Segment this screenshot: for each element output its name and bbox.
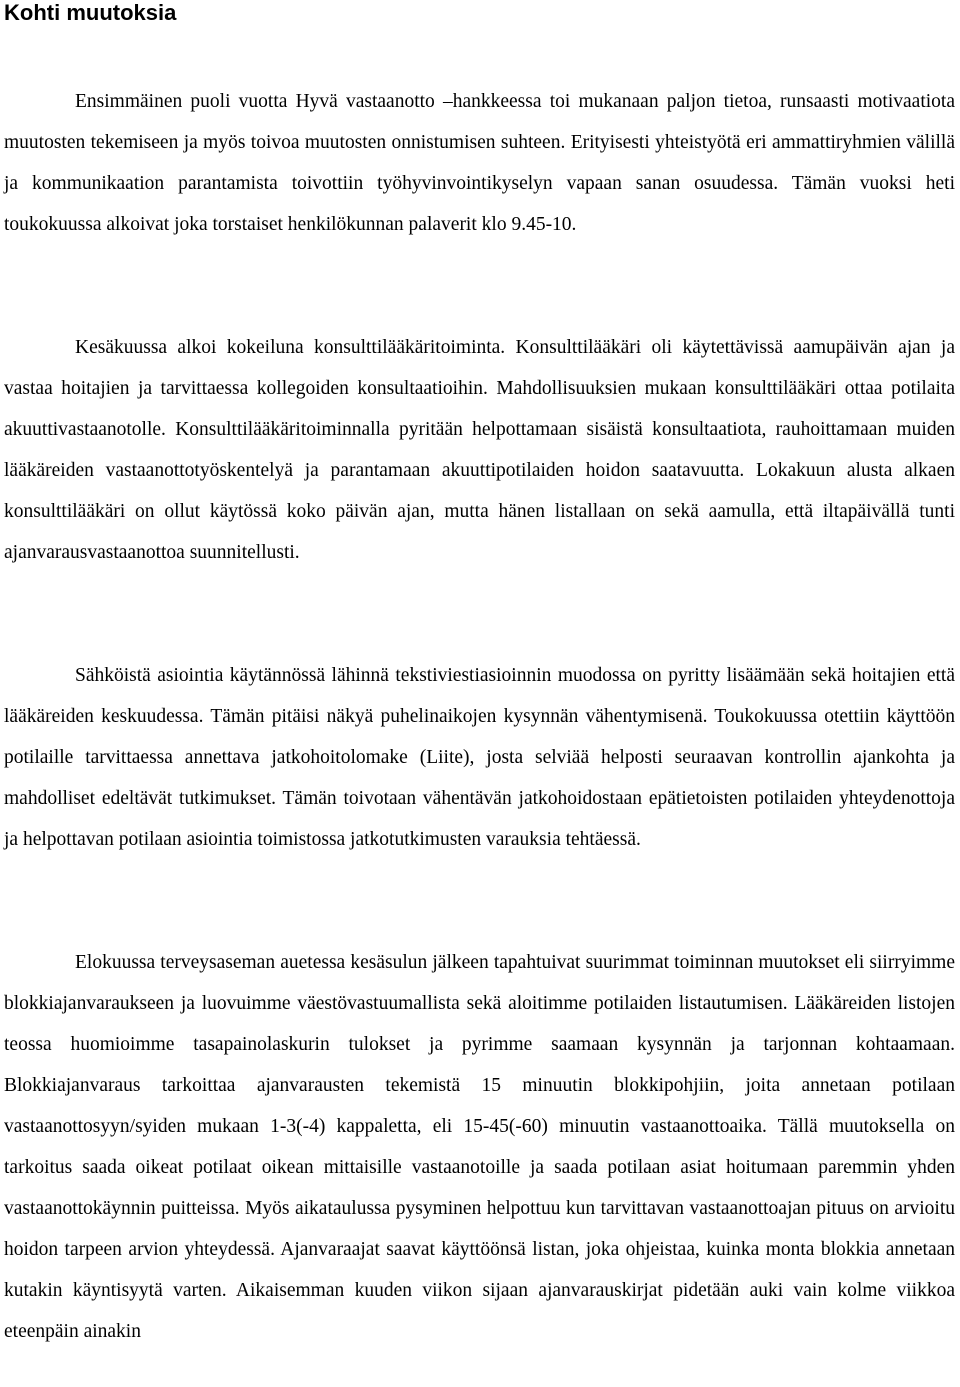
section-heading: Kohti muutoksia — [4, 0, 177, 25]
paragraph-2: Kesäkuussa alkoi kokeiluna konsulttilääkäritoiminta. Konsulttilääkäri oli käytettävissä aamupäivän ajan ja vastaa hoitajien ja tarvittaessa kollegoiden konsultaatioihin. Mahdollisuuksien mukaan konsulttilääkäri ottaa potilaita akuuttivastaanotolle. Konsulttilääkäritoiminnalla pyritään helpottamaan sisäistä konsultaatiota, rauhoittamaan muiden lääkäreiden vastaanottotyöskentelyä ja parantamaan akuuttipotilaiden hoidon saatavuutta. Lokakuun alusta alkaen konsulttilääkäri on ollut käytössä koko päivän ajan, mutta hänen listallaan on sekä aamulla, että iltapäivällä tunti ajanvarausvastaanottoa suunnitellusti. — [4, 337, 955, 563]
paragraph-3: Sähköistä asiointia käytännössä lähinnä tekstiviestiasioinnin muodossa on pyritty lisäämään sekä hoitajien että lääkäreiden keskuudessa. Tämän pitäisi näkyä puhelinaikojen kysynnän vähentymisenä. Toukokuussa otettiin käyttöön potilaille tarvittaessa annettava jatkohoitolomake (Liite), josta selviää helposti seuraavan kontrollin ajankohta ja mahdolliset edeltävät tutkimukset. Tämän toivotaan vähentävän jatkohoidostaan epätietoisten potilaiden yhteydenottoja ja helpottavan potilaan asiointia toimistossa jatkotutkimusten varauksia tehtäessä. — [4, 665, 955, 850]
paragraph-4: Elokuussa terveysaseman auetessa kesäsulun jälkeen tapahtuivat suurimmat toiminnan muutokset eli siirryimme blokkiajanvaraukseen ja luovuimme väestövastuumallista sekä aloitimme potilaiden listautumisen. Lääkäreiden listojen teossa huomioimme tasapainolaskurin tulokset ja pyrimme saamaan kysynnän ja tarjonnan kohtaamaan. Blokkiajanvaraus tarkoittaa ajanvarausten tekemistä 15 minuutin blokkipohjiin, joita annetaan potilaan vastaanottosyyn/syiden mukaan 1-3(-4) kappaletta, eli 15-45(-60) minuutin vastaanottoaika. Tällä muutoksella on tarkoitus saada oikeat potilaat oikean mittaisille vastaanotoille ja saada potilaan asiat hoitumaan paremmin yhden vastaanottokäynnin puitteissa. Myös aikataulussa pysyminen helpottuu kun tarvittavan vastaanottoajan pituus on arvioitu hoidon tarpeen arvion yhteydessä. Ajanvaraajat saavat käyttöönsä listan, joka ohjeistaa, kuinka monta blokkia annetaan kutakin käyntisyytä varten. Aikaisemman kuuden viikon sijaan ajanvarauskirjat pidetään auki vain kolme viikkoa eteenpäin ainakin — [4, 952, 955, 1342]
paragraph-1: Ensimmäinen puoli vuotta Hyvä vastaanotto –hankkeessa toi mukanaan paljon tietoa, runsaasti motivaatiota muutosten tekemiseen ja myös toivoa muutosten onnistumisen suhteen. Erityisesti yhteistyötä eri ammattiryhmien välillä ja kommunikaation parantamista toivottiin työhyvinvointikyselyn vapaan sanan osuudessa. Tämän vuoksi heti toukokuussa alkoivat joka torstaiset henkilökunnan palaverit klo 9.45-10. — [4, 91, 955, 235]
